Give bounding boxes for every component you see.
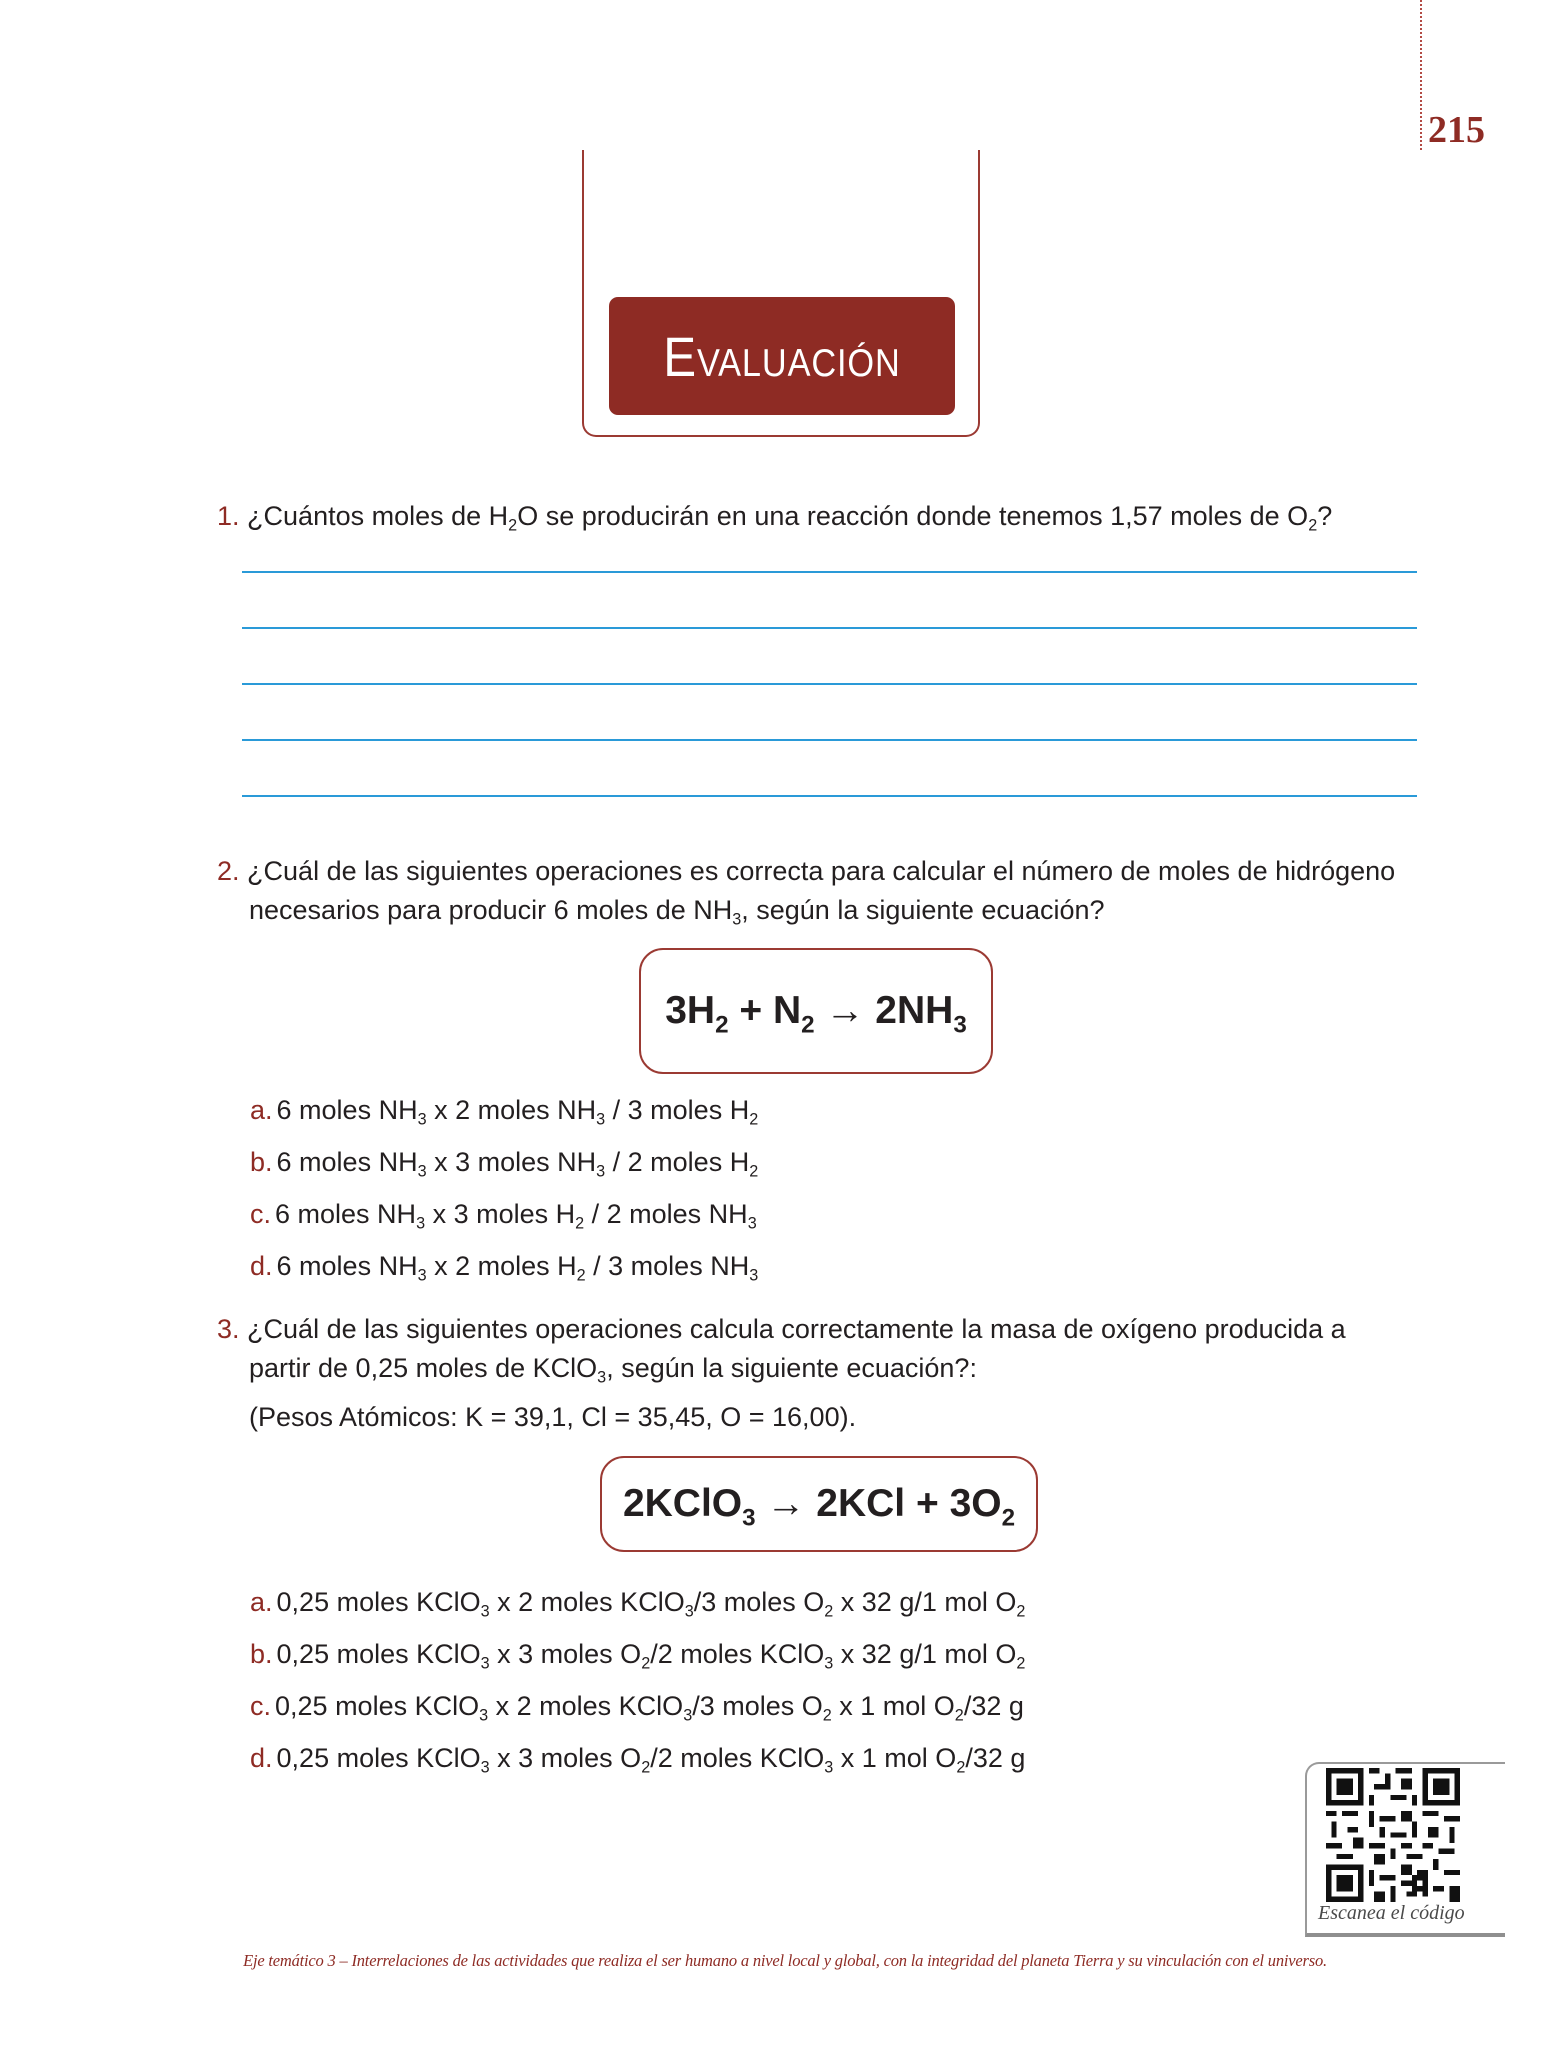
option-subscript: 3	[684, 1602, 694, 1621]
answer-line[interactable]	[242, 739, 1417, 741]
option-subscript: 3	[417, 1266, 427, 1285]
question-3	[217, 1310, 1417, 1437]
option-text: /2 moles KClO	[650, 1743, 825, 1773]
option-subscript: 2	[749, 1110, 759, 1129]
q3-line-2: partir de 0,25 moles de KClO	[249, 1353, 598, 1383]
equation-term: → 2KCl + 3O	[755, 1482, 1002, 1525]
question-number: 3.	[217, 1314, 240, 1344]
q3-line-2-end: , según la siguiente ecuación?:	[606, 1353, 977, 1383]
q1-text-mid: O se producirán en una reacción donde tenemos 1,57 moles de O	[517, 501, 1309, 531]
option-subscript: 3	[417, 1110, 427, 1129]
option-text: x 32 g/1 mol O	[833, 1639, 1017, 1669]
answer-line[interactable]	[242, 795, 1417, 797]
option-text: / 2 moles NH	[584, 1199, 748, 1229]
equation-term: → 2NH	[814, 989, 954, 1032]
option-c[interactable]	[250, 1196, 757, 1232]
option-text: x 3 moles O	[489, 1743, 642, 1773]
equation-subscript: 2	[1001, 1504, 1016, 1532]
option-text: /3 moles O	[693, 1587, 825, 1617]
q2-subscript: 3	[732, 910, 742, 929]
option-subscript: 2	[824, 1602, 834, 1621]
equation-box	[639, 948, 993, 1074]
option-subscript: 2	[641, 1758, 651, 1777]
option-text: 0,25 moles KClO	[276, 1743, 481, 1773]
option-label: c.	[250, 1199, 272, 1229]
option-text: x 1 mol O	[831, 1691, 955, 1721]
atomic-weights: (Pesos Atómicos: K = 39,1, Cl = 35,45, O = 16,00).	[249, 1402, 857, 1432]
option-subscript: 3	[824, 1654, 834, 1673]
q2-line-2-end: , según la siguiente ecuación?	[741, 895, 1105, 925]
option-subscript: 3	[747, 1214, 757, 1233]
option-text: 6 moles NH	[275, 1199, 417, 1229]
option-text: x 3 moles NH	[426, 1147, 597, 1177]
option-subscript: 3	[479, 1706, 489, 1725]
option-subscript: 2	[822, 1706, 832, 1725]
option-subscript: 2	[641, 1654, 651, 1673]
equation	[665, 989, 967, 1039]
option-label: c.	[250, 1691, 272, 1721]
option-subscript: 2	[956, 1758, 966, 1777]
equation-subscript: 3	[953, 1011, 967, 1039]
equation-subscript: 3	[742, 1504, 756, 1532]
option-text: x 1 mol O	[833, 1743, 957, 1773]
q1-subscript: 2	[508, 516, 518, 535]
equation-term: + N	[728, 989, 802, 1032]
option-subscript: 3	[596, 1162, 606, 1181]
option-text: / 3 moles NH	[585, 1251, 750, 1281]
question-2	[217, 852, 1417, 930]
option-subscript: 3	[480, 1758, 490, 1777]
q1-text-pre: ¿Cuántos moles de H	[247, 501, 509, 531]
option-text: 6 moles NH	[276, 1095, 418, 1125]
option-text: 0,25 moles KClO	[275, 1691, 480, 1721]
option-text: / 2 moles H	[605, 1147, 750, 1177]
answer-line[interactable]	[242, 571, 1417, 573]
option-subscript: 3	[596, 1110, 606, 1129]
option-subscript: 3	[480, 1602, 490, 1621]
q2-line-2: necesarios para producir 6 moles de NH	[249, 895, 733, 925]
option-label: a.	[250, 1095, 273, 1125]
qr-code-icon[interactable]	[1326, 1768, 1460, 1902]
option-d[interactable]	[250, 1740, 1025, 1776]
equation-subscript: 2	[801, 1011, 815, 1039]
option-text: x 2 moles KClO	[489, 1587, 685, 1617]
option-text: x 32 g/1 mol O	[833, 1587, 1017, 1617]
equation	[622, 1482, 1016, 1532]
option-text: 0,25 moles KClO	[276, 1587, 481, 1617]
option-text: x 2 moles NH	[426, 1095, 597, 1125]
option-subscript: 2	[1016, 1602, 1026, 1621]
page-title: Evaluación	[663, 324, 901, 388]
qr-caption: Escanea el código	[1318, 1902, 1465, 1924]
page-number: 215	[1428, 109, 1485, 151]
option-subscript: 3	[417, 1162, 427, 1181]
title-banner	[609, 297, 955, 415]
option-text: 6 moles NH	[276, 1251, 418, 1281]
option-text: x 2 moles KClO	[488, 1691, 684, 1721]
equation-term: 3H	[665, 989, 716, 1032]
option-text: /32 g	[963, 1691, 1024, 1721]
option-subscript: 2	[954, 1706, 964, 1725]
option-subscript: 2	[749, 1162, 759, 1181]
option-a[interactable]	[250, 1092, 758, 1128]
option-text: /32 g	[965, 1743, 1026, 1773]
option-subscript: 3	[416, 1214, 426, 1233]
equation-box	[600, 1456, 1038, 1552]
option-text: 6 moles NH	[276, 1147, 418, 1177]
option-text: / 3 moles H	[605, 1095, 750, 1125]
option-text: x 2 moles H	[426, 1251, 577, 1281]
footer-text: Eje temático 3 – Interrelaciones de las actividades que realiza el ser humano a nivel local y global, con la integridad del planeta Tierra y su vinculación con el universo.	[243, 1951, 1327, 1970]
option-b[interactable]	[250, 1144, 758, 1180]
option-a[interactable]	[250, 1584, 1025, 1620]
option-text: 0,25 moles KClO	[276, 1639, 481, 1669]
question-number: 2.	[217, 856, 240, 886]
question-1	[217, 497, 1417, 536]
option-label: b.	[250, 1639, 273, 1669]
option-text: /3 moles O	[692, 1691, 823, 1721]
option-label: d.	[250, 1743, 273, 1773]
option-subscript: 2	[575, 1214, 585, 1233]
option-label: a.	[250, 1587, 273, 1617]
option-label: d.	[250, 1251, 273, 1281]
answer-line[interactable]	[242, 683, 1417, 685]
q3-line-1: ¿Cuál de las siguientes operaciones calcula correctamente la masa de oxígeno producida a	[247, 1314, 1346, 1344]
equation-term: 2KClO	[622, 1482, 743, 1525]
option-c[interactable]	[250, 1688, 1024, 1724]
option-text: x 3 moles H	[425, 1199, 576, 1229]
option-label: b.	[250, 1147, 273, 1177]
question-number: 1.	[217, 501, 240, 531]
option-subscript: 3	[683, 1706, 693, 1725]
q1-text-post: ?	[1317, 501, 1333, 531]
option-text: /2 moles KClO	[650, 1639, 825, 1669]
equation-subscript: 2	[715, 1011, 729, 1039]
option-text: x 3 moles O	[489, 1639, 642, 1669]
answer-line[interactable]	[242, 627, 1417, 629]
option-d[interactable]	[250, 1248, 758, 1284]
option-subscript: 2	[576, 1266, 586, 1285]
option-subscript: 3	[749, 1266, 759, 1285]
option-subscript: 3	[480, 1654, 490, 1673]
q2-line-1: ¿Cuál de las siguientes operaciones es correcta para calcular el número de moles de hidrógeno	[247, 856, 1396, 886]
q3-subscript: 3	[597, 1368, 607, 1387]
option-b[interactable]	[250, 1636, 1025, 1672]
q1-subscript: 2	[1308, 516, 1318, 535]
header-dotted-rule	[1420, 0, 1422, 150]
option-subscript: 3	[824, 1758, 834, 1777]
option-subscript: 2	[1016, 1654, 1026, 1673]
